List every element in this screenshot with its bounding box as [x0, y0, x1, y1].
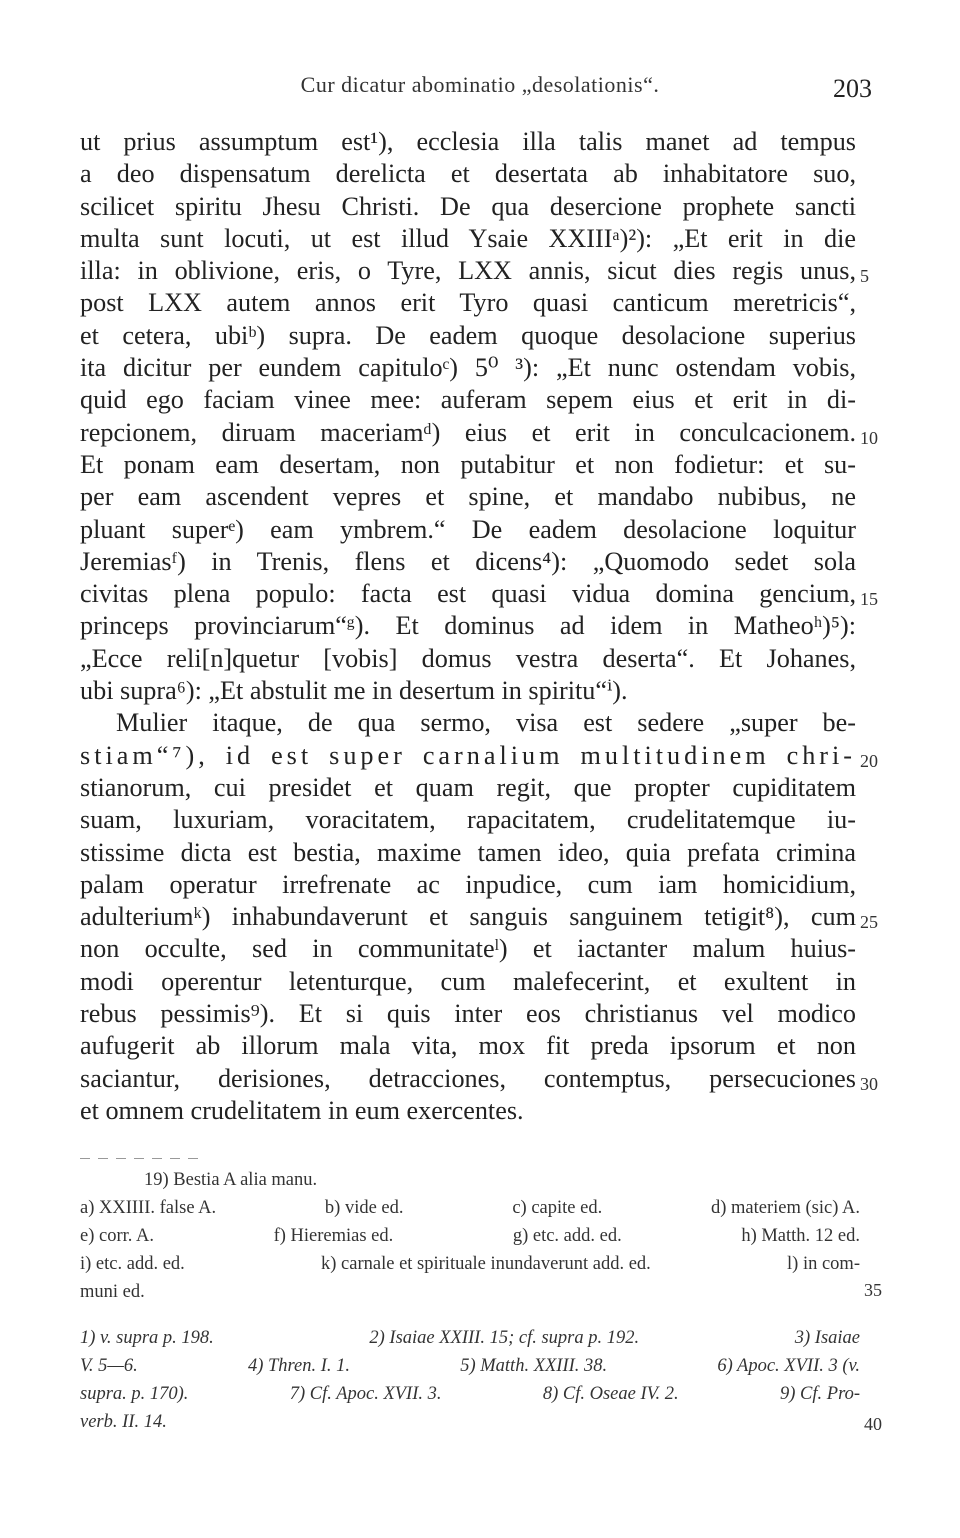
source-note-row	[80, 1352, 860, 1380]
critical-note: e) corr. A.	[80, 1226, 154, 1246]
text-line: „Ecce reli[n]quetur [vobis] domus vestra deserta“. Et Johanes,	[80, 643, 856, 673]
critical-note: i) etc. add. ed.	[80, 1254, 185, 1274]
text-line: pluant superᵉ) eam ymbrem.“ De eadem desolacione loquitur	[80, 514, 856, 544]
critical-note: f) Hieremias ed.	[273, 1226, 394, 1246]
text-line: scilicet spiritu Jhesu Christi. De qua desercione prophete sancti	[80, 191, 856, 221]
text-line: ita dicitur per eundem capituloᶜ) 5⁰ ³): „Et nunc ostendam vobis,	[80, 353, 856, 383]
critical-apparatus	[80, 1166, 860, 1306]
text-line: stianorum, cui presidet et quam regit, que propter cupiditatem	[80, 772, 856, 802]
text-line: a deo dispensatum derelicta et desertata ab inhabitatore suo,	[80, 159, 856, 189]
line-number: 20	[860, 751, 878, 771]
source-note: 7) Cf. Apoc. XVII. 3.	[289, 1384, 442, 1404]
text-line: Jeremiasᶠ) in Trenis, flens et dicens⁴): „Quomodo sedet sola	[80, 546, 856, 576]
critical-note: 19) Bestia A alia manu.	[144, 1170, 318, 1190]
line-number: 40	[864, 1414, 882, 1434]
text-line: rebus pessimis⁹). Et si quis inter eos christianus vel modico	[80, 999, 856, 1029]
text-line: saciantur, derisiones, detracciones, contemptus, persecuciones	[80, 1063, 856, 1093]
critical-note-row	[80, 1194, 860, 1222]
source-note: V. 5—6.	[80, 1356, 138, 1376]
source-note: 2) Isaiae XXIII. 15; cf. supra p. 192.	[369, 1328, 640, 1348]
page-header	[80, 72, 880, 112]
critical-note: muni ed.	[80, 1282, 145, 1302]
main-text	[80, 126, 856, 1127]
line-number: 35	[864, 1280, 882, 1300]
critical-note-row	[80, 1250, 860, 1278]
text-line: civitas plena populo: facta est quasi vidua domina gencium,	[80, 579, 856, 609]
source-notes	[80, 1324, 860, 1436]
source-note: 8) Cf. Oseae IV. 2.	[542, 1384, 679, 1404]
line-number: 15	[860, 589, 878, 609]
footnote-divider	[80, 1158, 200, 1159]
text-line: et omnem crudelitatem in eum exercentes.	[80, 1095, 524, 1125]
critical-note-row	[80, 1222, 860, 1250]
source-note-row	[80, 1324, 860, 1352]
source-note: 3) Isaiae	[794, 1328, 860, 1348]
text-line: aufugerit ab illorum mala vita, mox fit preda ipsorum et non	[80, 1031, 856, 1061]
critical-note: h) Matth. 12 ed.	[741, 1226, 860, 1246]
critical-note: c) capite ed.	[512, 1198, 603, 1218]
text-line: Et ponam eam desertam, non putabitur et non fodietur: et su-	[80, 449, 856, 479]
text-line: quid ego faciam vinee mee: auferam sepem eius et erit in di-	[80, 385, 856, 415]
line-number: 30	[860, 1074, 878, 1094]
source-note: 1) v. supra p. 198.	[80, 1328, 214, 1348]
line-number: 25	[860, 912, 878, 932]
text-line: modi operentur letenturque, cum malefecerint, et exultent in	[80, 966, 856, 996]
page-number: 203	[833, 74, 872, 103]
paragraph-start-line: Mulier itaque, de qua sermo, visa est sedere „super be-	[116, 708, 856, 738]
critical-note: l) in com-	[787, 1254, 860, 1274]
text-line: stiam“⁷), id est super carnalium multitudinem chri-	[80, 740, 856, 770]
source-note: supra. p. 170).	[80, 1384, 189, 1404]
source-note-row	[80, 1380, 860, 1408]
text-line: illa: in oblivione, eris, o Tyre, LXX annis, sicut dies regis unus,	[80, 256, 856, 286]
source-note: 5) Matth. XXIII. 38.	[460, 1356, 608, 1376]
text-line: palam operatur irrefrenate ac inpudice, cum iam homicidium,	[80, 869, 856, 899]
critical-note: d) materiem (sic) A.	[711, 1198, 860, 1218]
line-number: 5	[860, 266, 869, 286]
text-line: et cetera, ubiᵇ) supra. De eadem quoque desolacione superius	[80, 320, 856, 350]
text-line: stissime dicta est bestia, maxime tamen ideo, quia prefata crimina	[80, 837, 856, 867]
text-line: princeps provinciarum“ᵍ). Et dominus ad idem in Matheoʰ)⁵):	[80, 611, 856, 641]
text-line: adulteriumᵏ) inhabundaverunt et sanguis sanguinem tetigit⁸), cum	[80, 902, 856, 932]
line-number: 10	[860, 428, 878, 448]
critical-note: g) etc. add. ed.	[512, 1226, 622, 1246]
text-line: per eam ascendent vepres et spine, et mandabo nubibus, ne	[80, 482, 856, 512]
text-line: post LXX autem annos erit Tyro quasi canticum meretricis“,	[80, 288, 856, 318]
text-line: non occulte, sed in communitateˡ) et iactanter malum huius-	[80, 934, 856, 964]
text-line: ubi supra⁶): „Et abstulit me in desertum in spiritu“ⁱ).	[80, 676, 628, 706]
critical-note: k) carnale et spirituale inundaverunt add. ed.	[321, 1254, 651, 1274]
source-note: 9) Cf. Pro-	[780, 1384, 860, 1404]
source-note: 4) Thren. I. 1.	[247, 1356, 351, 1376]
source-note: verb. II. 14.	[80, 1412, 167, 1432]
text-line: ut prius assumptum est¹), ecclesia illa talis manet ad tempus	[80, 127, 856, 156]
critical-note: a) XXIIII. false A.	[80, 1198, 217, 1218]
source-note: 6) Apoc. XVII. 3 (v.	[717, 1356, 860, 1376]
running-title: Cur dicatur abominatio „desolationis“.	[300, 72, 660, 97]
text-line: suam, luxuriam, voracitatem, rapacitatem, crudelitatemque iu-	[80, 805, 856, 835]
text-line: multa sunt locuti, ut est illud Ysaie XXIIIᵃ)²): „Et erit in die	[80, 223, 856, 253]
critical-note: b) vide ed.	[324, 1198, 404, 1218]
text-line: repcionem, diruam maceriamᵈ) eius et erit in conculcacionem.	[80, 417, 856, 447]
